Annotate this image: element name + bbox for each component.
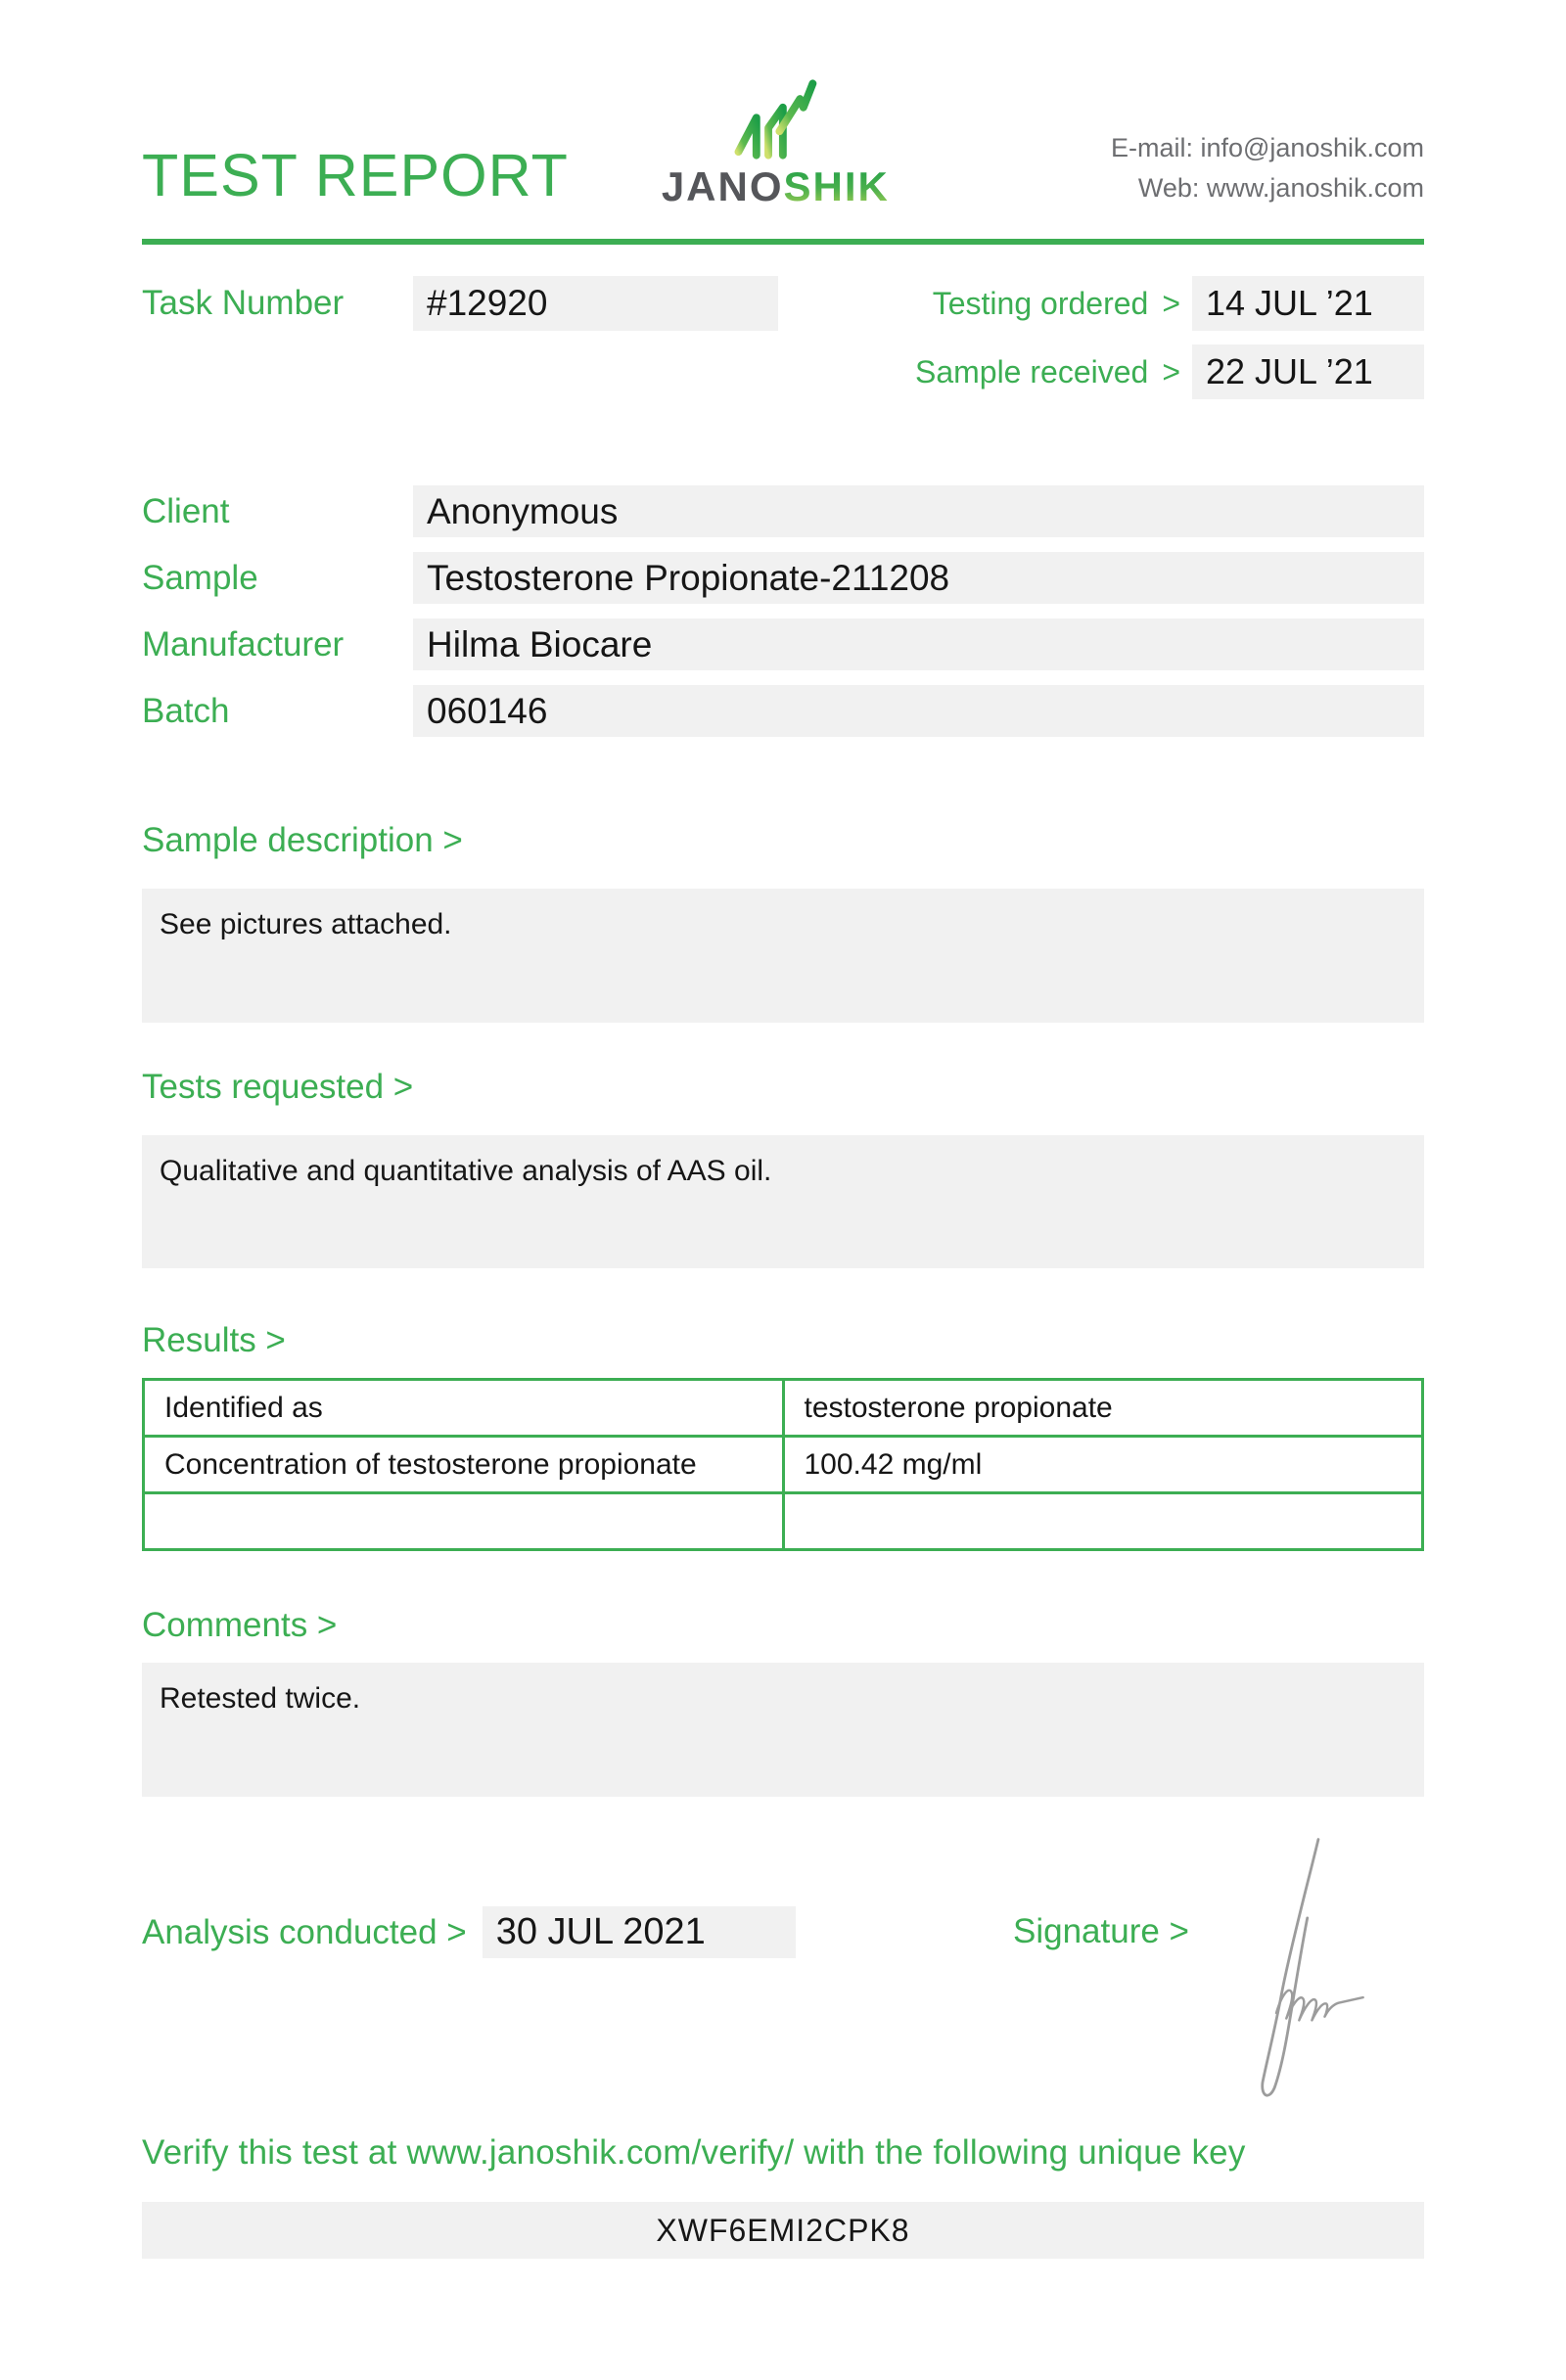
signature-label: Signature > — [1013, 1912, 1189, 1950]
header-divider — [142, 239, 1424, 245]
analysis-conducted-date: 30 JUL 2021 — [483, 1906, 796, 1958]
sample-received-date: 22 JUL ’21 — [1192, 344, 1424, 399]
signature-image — [1230, 1834, 1377, 2108]
tests-requested-heading: Tests requested > — [142, 1068, 414, 1106]
logo-shik: SHIK — [783, 163, 890, 209]
dates-block — [915, 276, 1424, 399]
sample-label: Sample — [142, 558, 258, 597]
sample-received-row — [915, 344, 1424, 399]
sample-description-heading: Sample description > — [142, 821, 463, 859]
page-title: TEST REPORT — [142, 142, 569, 208]
client-row — [142, 485, 1424, 537]
testing-ordered-date: 14 JUL ’21 — [1192, 276, 1424, 331]
signature-block — [1013, 1834, 1424, 2108]
task-number-label: Task Number — [142, 284, 345, 322]
table-row — [144, 1437, 1423, 1493]
sample-row — [142, 552, 1424, 604]
task-number-value: #12920 — [413, 276, 778, 331]
result-cell-identified-label: Identified as — [144, 1380, 784, 1437]
batch-label: Batch — [142, 691, 230, 730]
results-table — [142, 1378, 1424, 1551]
footer-row — [142, 1834, 1424, 2108]
client-value: Anonymous — [413, 485, 1424, 537]
manufacturer-value: Hilma Biocare — [413, 618, 1424, 670]
table-row — [144, 1493, 1423, 1550]
contact-email: E-mail: info@janoshik.com — [1110, 133, 1424, 162]
manufacturer-row — [142, 618, 1424, 670]
table-row — [144, 1380, 1423, 1437]
arrow-glyph: > — [1162, 285, 1180, 321]
result-cell-empty — [783, 1493, 1423, 1550]
chart-growth-icon — [728, 76, 822, 162]
sample-received-label: Sample received — [914, 353, 1149, 389]
batch-row — [142, 685, 1424, 737]
logo-wordmark — [661, 163, 890, 209]
arrow-glyph: > — [1162, 353, 1180, 389]
client-label: Client — [142, 491, 230, 530]
contact-web: Web: www.janoshik.com — [1137, 172, 1424, 203]
task-number-row — [142, 276, 778, 331]
tests-requested-body: Qualitative and quantitative analysis of AAS oil. — [142, 1135, 1424, 1268]
sample-value: Testosterone Propionate-211208 — [413, 552, 1424, 604]
testing-ordered-row — [933, 276, 1424, 331]
comments-body: Retested twice. — [142, 1663, 1424, 1797]
comments-heading: Comments > — [142, 1606, 338, 1644]
result-cell-concentration-label: Concentration of testosterone propionate — [144, 1437, 784, 1493]
contact-info — [1111, 128, 1424, 207]
sample-info-block — [142, 485, 1424, 737]
report-header — [142, 70, 1424, 207]
logo-jano: JANO — [661, 163, 784, 209]
analysis-conducted-row — [142, 1906, 796, 1958]
verify-instruction: Verify this test at www.janoshik.com/verify/ with the following unique key — [142, 2133, 1246, 2172]
testing-ordered-label: Testing ordered — [932, 285, 1149, 321]
result-cell-concentration-value: 100.42 mg/ml — [783, 1437, 1423, 1493]
result-cell-empty — [144, 1493, 784, 1550]
test-report-page — [0, 70, 1566, 2380]
manufacturer-label: Manufacturer — [142, 624, 345, 664]
analysis-conducted-label: Analysis conducted > — [142, 1912, 467, 1951]
meta-row — [142, 276, 1424, 399]
janoshik-logo — [662, 76, 890, 207]
results-heading: Results > — [142, 1321, 286, 1359]
sample-description-body: See pictures attached. — [142, 889, 1424, 1023]
result-cell-identified-value: testosterone propionate — [783, 1380, 1423, 1437]
batch-value: 060146 — [413, 685, 1424, 737]
verify-key: XWF6EMI2CPK8 — [142, 2202, 1424, 2259]
